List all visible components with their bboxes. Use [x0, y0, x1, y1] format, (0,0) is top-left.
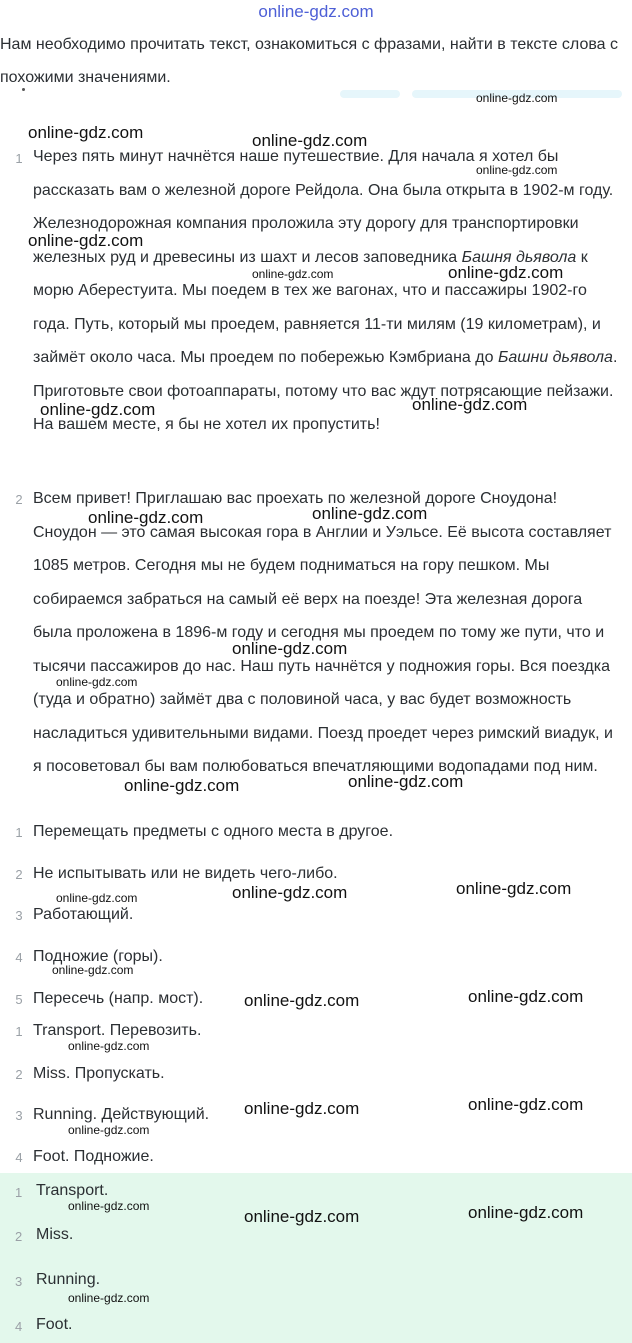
text-paragraph-2: Всем привет! Приглашаю вас проехать по железной дороге Сноудона! Сноудон — это самая высокая гора в Англии и Уэльсе. Её высота составляет 1085 метров. Сегодня мы не будем подниматься на гору пешком. Мы собираемся забраться на самый её верх на поезде! Эта железная дорога была проложена в 1896-м году и сегодня мы проедем по тому же пути, что и тысячи пассажиров до нас. Наш путь начнётся у подножия горы. Вся поездка (туда и обратно) займёт два с половиной часа, у вас будет возможность насладиться удивительными видами. Поезд проедет через римский виадук, и я посоветовал бы вам полюбоваться впечатляющими водопадами под ним. [33, 490, 613, 775]
watermark: online-gdz.com [56, 891, 138, 905]
definition-item: Перемещать предметы с одного места в другое. [33, 823, 394, 840]
list-number: 4 [15, 950, 23, 965]
tab-pill[interactable] [340, 90, 400, 98]
task-instruction: Нам необходимо прочитать текст, ознакомиться с фразами, найти в тексте слова с похожими значениями. [0, 36, 618, 86]
site-link[interactable]: online-gdz.com [258, 2, 374, 21]
watermark: online-gdz.com [68, 1291, 150, 1305]
watermark: online-gdz.com [468, 987, 584, 1006]
watermark: online-gdz.com [412, 395, 528, 414]
watermark: online-gdz.com [68, 1199, 150, 1213]
answer-item: Miss. [36, 1226, 74, 1243]
list-number: 5 [15, 992, 23, 1007]
watermark: online-gdz.com [28, 123, 144, 142]
watermark: online-gdz.com [68, 1039, 150, 1053]
text-paragraph-1: Через пять минут начнётся наше путешествие. Для начала я хотел бы рассказать вам о железной дороге Рейдола. Она была открыта в 1902-м году. Железнодорожная компания проложила эту дорогу для транспортировки железных руд и древесины из шахт и лесов заповедника Башня дьявола к морю Аберестуита. Мы поедем в тех же вагонах, что и пассажиры 1902-го года. Путь, который мы проедем, равняется 11-ти милям (19 километрам), и займёт около часа. Мы проедем по побережью Кэмбриана до Башни дьявола. Приготовьте свои фотоаппараты, потому что вас ждут потрясающие пейзажи. На вашем месте, я бы не хотел их пропустить! [33, 148, 618, 433]
watermark: online-gdz.com [232, 639, 348, 658]
list-number: 2 [15, 1067, 23, 1082]
list-number: 1 [15, 825, 23, 840]
watermark: online-gdz.com [124, 776, 240, 795]
answer-number: 2 [15, 1229, 23, 1244]
watermark: online-gdz.com [312, 504, 428, 523]
watermark: online-gdz.com [252, 267, 334, 281]
text-number: 1 [15, 151, 23, 166]
watermark: online-gdz.com [244, 991, 360, 1010]
answer-item: Transport. [36, 1182, 109, 1199]
watermark: online-gdz.com [244, 1207, 360, 1226]
translation-item: Transport. Перевозить. [33, 1022, 202, 1039]
answer-number: 3 [15, 1274, 23, 1289]
watermark: online-gdz.com [68, 1123, 150, 1137]
watermark: online-gdz.com [56, 675, 138, 689]
watermark: online-gdz.com [252, 131, 368, 150]
answer-number: 1 [15, 1185, 23, 1200]
definition-item: Работающий. [33, 906, 134, 923]
watermark: online-gdz.com [40, 400, 156, 419]
definition-item: Подножие (горы). [33, 948, 163, 965]
watermark: online-gdz.com [348, 772, 464, 791]
definition-item: Пересечь (напр. мост). [33, 990, 204, 1007]
watermark: online-gdz.com [456, 879, 572, 898]
translation-item: Running. Действующий. [33, 1106, 210, 1123]
answer-item: Running. [36, 1271, 101, 1288]
list-number: 4 [15, 1150, 23, 1165]
watermark: online-gdz.com [28, 231, 144, 250]
watermark: online-gdz.com [468, 1203, 584, 1222]
answer-number: 4 [15, 1319, 23, 1334]
translation-item: Miss. Пропускать. [33, 1065, 165, 1082]
watermark: online-gdz.com [476, 163, 558, 177]
watermark: online-gdz.com [244, 1099, 360, 1118]
watermark: online-gdz.com [468, 1095, 584, 1114]
watermark: online-gdz.com [88, 508, 204, 527]
watermark: online-gdz.com [232, 883, 348, 902]
list-number: 3 [15, 908, 23, 923]
definition-item: Не испытывать или не видеть чего-либо. [33, 865, 338, 882]
watermark: online-gdz.com [476, 91, 558, 105]
translation-item: Foot. Подножие. [33, 1148, 154, 1165]
list-number: 1 [15, 1024, 23, 1039]
text-number: 2 [15, 492, 23, 507]
watermark: online-gdz.com [52, 963, 134, 977]
watermark: online-gdz.com [448, 263, 564, 282]
dot-marker [22, 88, 25, 91]
list-number: 3 [15, 1108, 23, 1123]
list-number: 2 [15, 867, 23, 882]
answer-item: Foot. [36, 1316, 73, 1333]
